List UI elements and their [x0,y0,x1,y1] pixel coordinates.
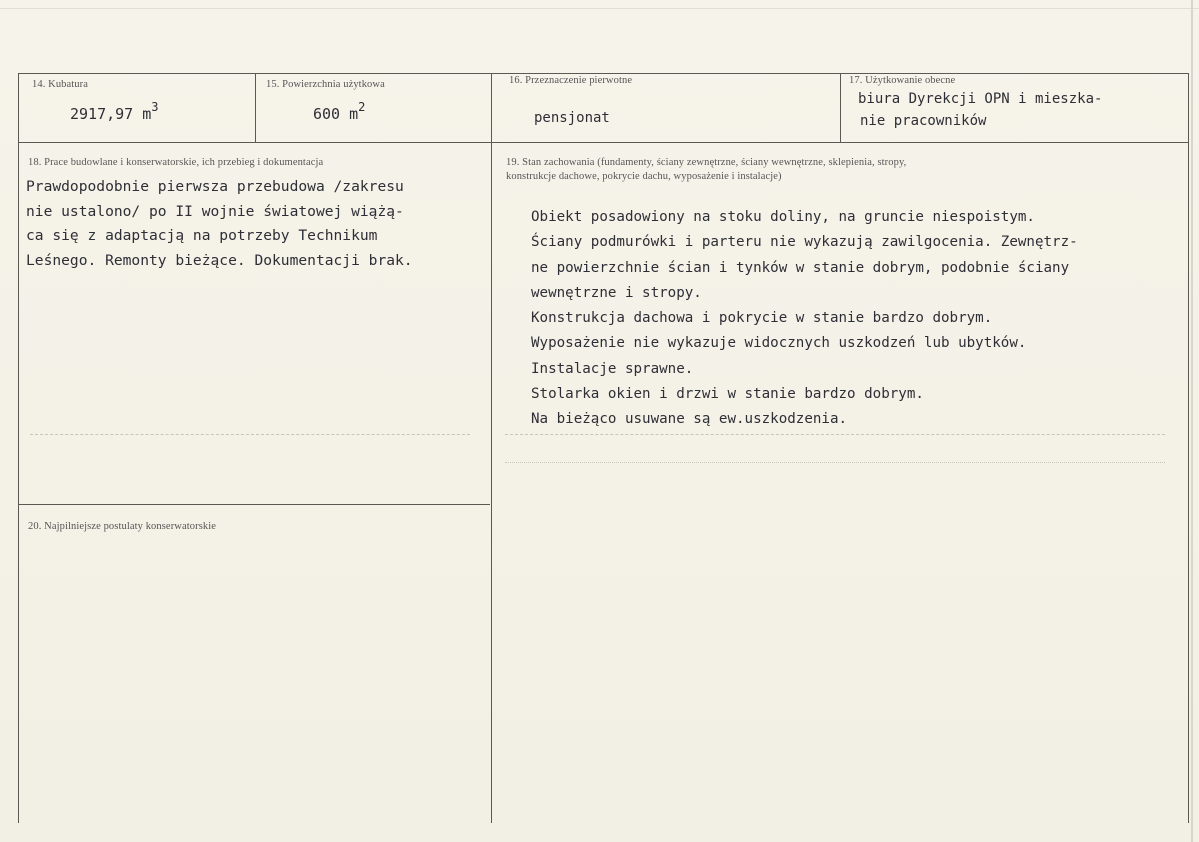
field19-text [531,205,1078,433]
faint-rule-right [505,434,1165,436]
left-border [18,73,19,823]
field18-line: Prawdopodobnie pierwsza przebudowa /zakresu [26,178,404,195]
field18-line: ca się z adaptacją na potrzeby Technikum [26,227,378,244]
field19-line: Na bieżąco usuwane są ew.uszkodzenia. [531,411,848,428]
card-top-edge [0,8,1199,9]
field15-value-text: 600 m [313,105,359,123]
field19-label-line: konstrukcje dachowe, pokrycie dachu, wyposażenie i instalacje) [506,171,782,182]
field17-value [858,88,1102,132]
field14-value-text: 2917,97 m [70,105,152,123]
field18-label: 18. Prace budowlane i konserwatorskie, ich przebieg i dokumentacja [28,157,324,168]
field19-line: Konstrukcja dachowa i pokrycie w stanie bardzo dobrym. [531,310,993,327]
field15-value [313,100,366,123]
field18-bottom-border [18,504,490,505]
field19-line: wewnętrzne i stropy. [531,284,702,301]
field19-line: Obiekt posadowiony na stoku doliny, na gruncie niespoistym. [531,209,1035,225]
field18-text [26,175,413,273]
field17-line: biura Dyrekcji OPN i mieszka- [858,91,1103,107]
field17-label: 17. Użytkowanie obecne [849,75,956,86]
field19-label-line: 19. Stan zachowania (fundamenty, ściany zewnętrzne, ściany wewnętrzne, sklepienia, stropy, [506,157,907,168]
faint-rule-right-2 [505,462,1165,464]
field14-label: 14. Kubatura [32,79,89,90]
field19-line: Ściany podmurówki i parteru nie wykazują zawilgocenia. Zewnętrz- [531,234,1078,251]
divider-14-15 [255,73,256,142]
row1-bottom-border [18,142,1188,143]
field18-line: Leśnego. Remonty bieżące. Dokumentacji brak. [26,251,413,269]
field19-line: Instalacje sprawne. [531,360,694,377]
faint-rule-left [30,434,470,436]
right-border [1188,73,1189,823]
field19-line: Stolarka okien i drzwi w stanie bardzo dobrym. [531,386,924,403]
field19-line: ne powierzchnie ścian i tynków w stanie dobrym, podobnie ściany [531,259,1070,276]
field14-value [70,100,159,123]
row1-top-border [18,73,1188,74]
center-divider [491,73,492,823]
field15-label: 15. Powierzchnia użytkowa [266,79,385,90]
field15-unit-superscript: 2 [358,100,366,114]
field14-unit-superscript: 3 [151,100,159,114]
divider-16-17 [840,73,841,142]
field17-line: nie pracowników [860,113,987,129]
card-right-edge [1191,0,1193,842]
field16-label: 16. Przeznaczenie pierwotne [509,75,633,86]
field16-value: pensjonat [534,110,610,126]
field20-label: 20. Najpilniejsze postulaty konserwatorskie [28,521,217,532]
field18-line: nie ustalono/ po II wojnie światowej wiążą- [26,202,404,220]
field19-line: Wyposażenie nie wykazuje widocznych uszkodzeń lub ubytków. [531,335,1027,352]
